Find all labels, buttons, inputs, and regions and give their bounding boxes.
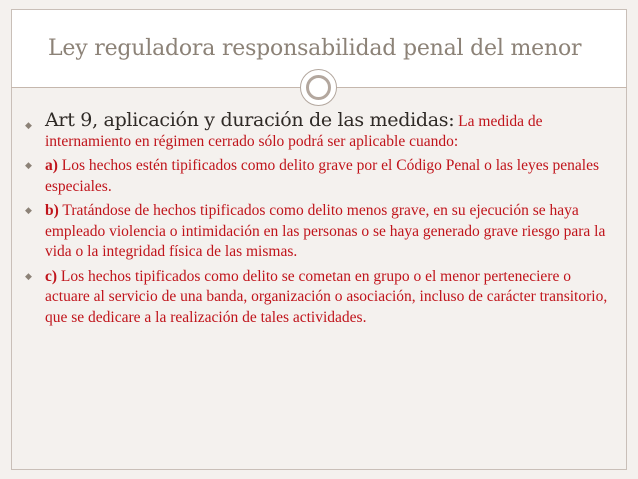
item-marker: a) xyxy=(45,157,58,174)
item-text: Los hechos estén tipificados como delito grave por el Código Penal o las leyes penales especiales. xyxy=(45,157,599,195)
article-heading: Art 9, aplicación y duración de las medidas: xyxy=(45,109,455,131)
circle-ornament-icon xyxy=(300,69,337,106)
diamond-bullet-icon: ◆ xyxy=(25,206,32,216)
diamond-bullet-icon: ◆ xyxy=(25,161,32,171)
list-item xyxy=(25,201,615,263)
item-marker: b) xyxy=(45,202,59,219)
list-item xyxy=(25,110,615,152)
slide-title: Ley reguladora responsabilidad penal del menor xyxy=(48,36,582,61)
slide-content xyxy=(25,110,615,332)
item-marker: c) xyxy=(45,267,58,285)
list-item xyxy=(25,267,615,329)
item-text: Los hechos tipificados como delito se cometan en grupo o el menor perteneciere o actuare al servicio de una banda, organización o asociación, incluso de carácter transitorio, que se dedicare a la realización de tales actividades. xyxy=(45,267,608,326)
item-text: Tratándose de hechos tipificados como delito menos grave, en su ejecución se haya empleado violencia o intimidación en las personas o se haya generado grave riesgo para la vida o la integridad física de las mismas. xyxy=(45,202,606,260)
list-item xyxy=(25,156,615,197)
article-intro-text: La medida de internamiento en régimen cerrado sólo podrá ser aplicable cuando: xyxy=(45,113,543,150)
diamond-bullet-icon: ◆ xyxy=(25,121,32,131)
diamond-bullet-icon: ◆ xyxy=(25,271,32,282)
